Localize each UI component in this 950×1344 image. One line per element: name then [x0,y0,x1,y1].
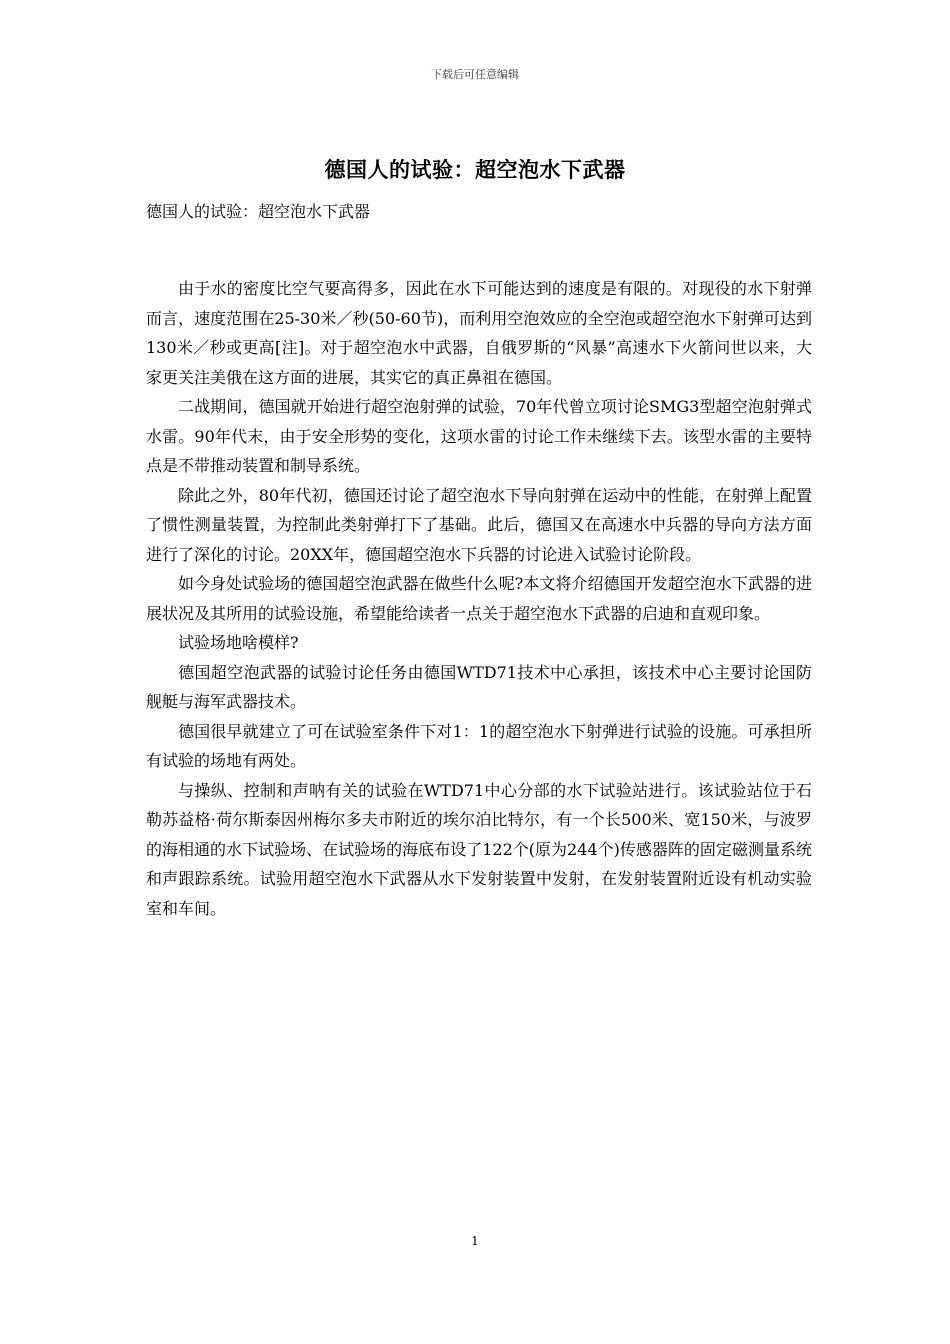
body-paragraph: 德国很早就建立了可在试验室条件下对1：1的超空泡水下射弹进行试验的设施。可承担所有试验的场地有两处。 [146,721,812,770]
body-paragraph: 二战期间，德国就开始进行超空泡射弹的试验，70年代曾立项讨论SMG3型超空泡射弹式水雷。90年代末，由于安全形势的变化，这项水雷的讨论工作未继续下去。该型水雷的主要特点是不带推动装置和制导系统。 [146,397,812,475]
body-paragraph: 如今身处试验场的德国超空泡武器在做些什么呢?本文将介绍德国开发超空泡水下武器的进展状况及其所用的试验设施，希望能给读者一点关于超空泡水下武器的启迪和直观印象。 [146,574,812,623]
document-body [146,274,812,923]
body-paragraph: 与操纵、控制和声呐有关的试验在WTD71中心分部的水下试验站进行。该试验站位于石勒苏益格·荷尔斯泰因州梅尔多夫市附近的埃尔泊比特尔，有一个长500米、宽150米，与波罗的海相通的水下试验场、在试验场的海底布设了122个(原为244个)传感器阵的固定磁测量系统和声跟踪系统。试验用超空泡水下武器从水下发射装置中发射，在发射装置附近设有机动实验室和车间。 [146,780,812,918]
section-heading: 试验场地啥模样? [178,633,299,652]
body-paragraph: 由于水的密度比空气要高得多，因此在水下可能达到的速度是有限的。对现役的水下射弹而言，速度范围在25-30米／秒(50-60节)，而利用空泡效应的全空泡或超空泡水下射弹可达到130米／秒或更高[注]。对于超空泡水中武器，自俄罗斯的“风暴”高速水下火箭问世以来，大家更关注美俄在这方面的进展，其实它的真正鼻祖在德国。 [146,279,812,387]
document-title: 德国人的试验：超空泡水下武器 [324,157,626,182]
body-paragraph: 除此之外，80年代初，德国还讨论了超空泡水下导向射弹在运动中的性能，在射弹上配置了惯性测量装置，为控制此类射弹打下了基础。此后，德国又在高速水中兵器的导向方法方面进行了深化的讨论。20XX年，德国超空泡水下兵器的讨论进入试验讨论阶段。 [146,485,812,564]
page-header-note: 下载后可任意编辑 [431,68,519,81]
page-number: 1 [471,1234,479,1248]
body-paragraph: 德国超空泡武器的试验讨论任务由德国WTD71技术中心承担，该技术中心主要讨论国防舰艇与海军武器技术。 [146,662,812,711]
document-subtitle: 德国人的试验：超空泡水下武器 [146,202,371,221]
